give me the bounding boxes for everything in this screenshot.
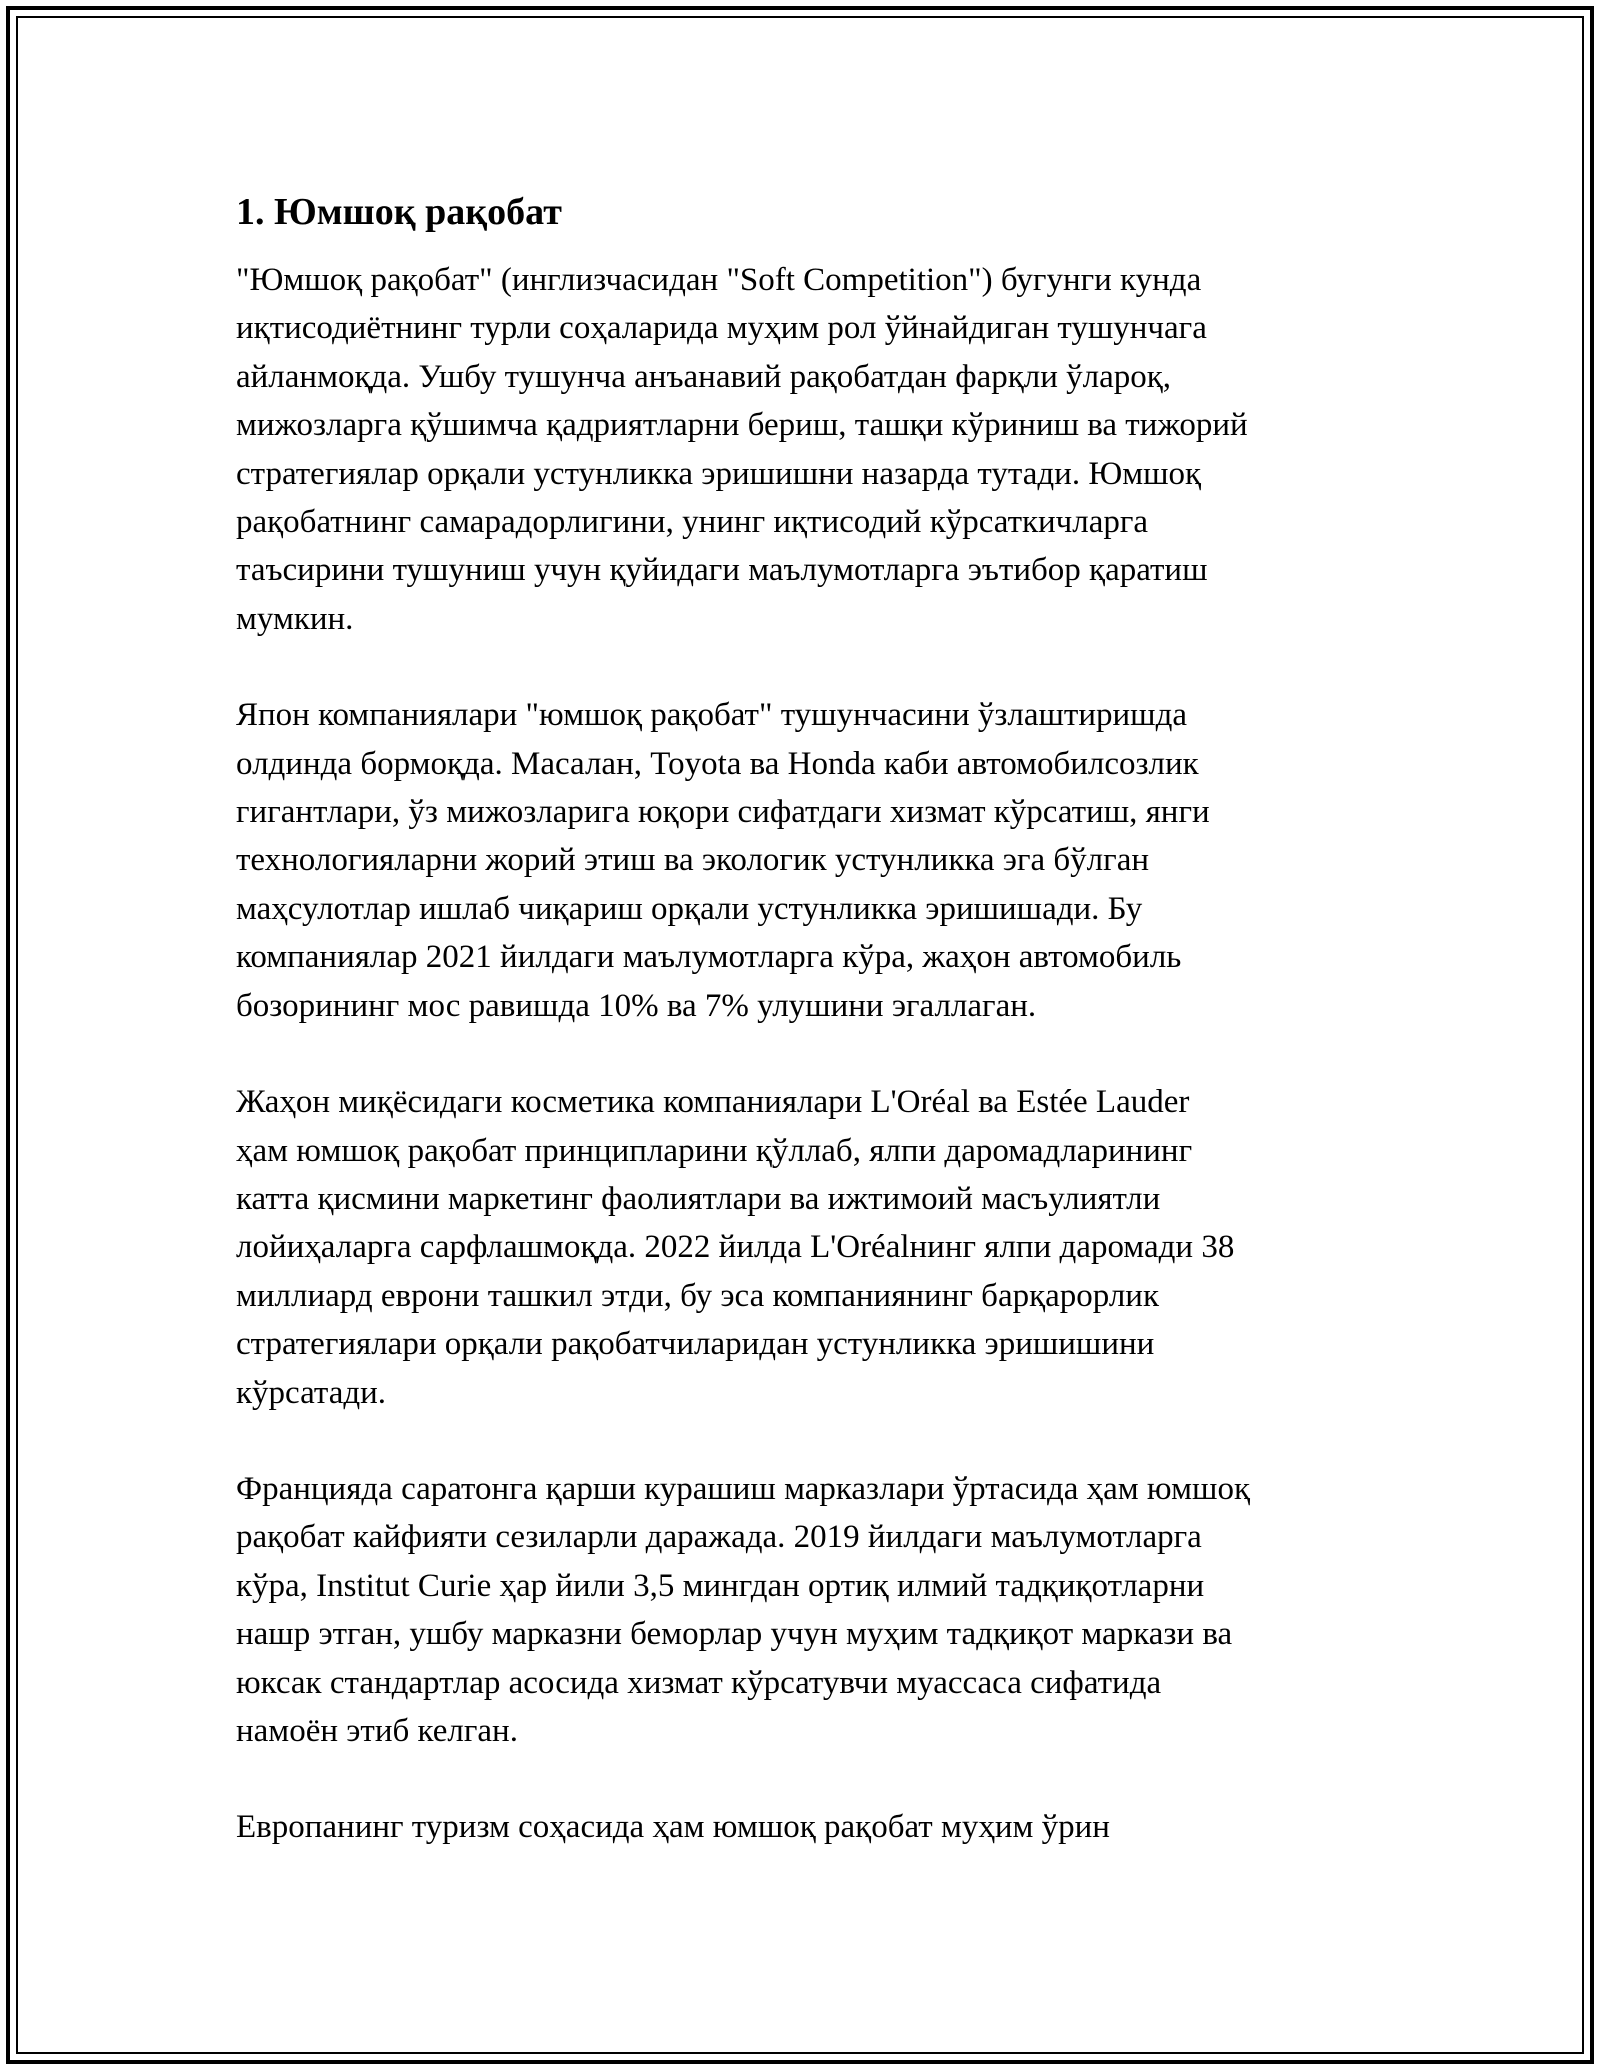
text-line: рақобатнинг самарадорлигини, унинг иқтисодий кўрсаткичларга	[236, 504, 1149, 541]
text-line: стратегиялар орқали устунликка эришишни назарда тутади. Юмшоқ	[236, 455, 1202, 492]
text-line: компаниялар 2021 йилдаги маълумотларга кўра, жаҳон автомобиль	[236, 939, 1182, 976]
text-line: бозорининг мос равишда 10% ва 7% улушини эгаллаган.	[236, 987, 1037, 1024]
text-line: намоён этиб келган.	[236, 1712, 518, 1749]
text-line: рақобат кайфияти сезиларли даражада. 2019 йилдаги маълумотларга	[236, 1519, 1202, 1556]
text-line: лойиҳаларга сарфлашмоқда. 2022 йилда L'Oréalнинг ялпи даромади 38	[236, 1229, 1235, 1266]
text-line: кўра, Institut Curie ҳар йили 3,5 мингдан ортиқ илмий тадқиқотларни	[236, 1567, 1205, 1604]
paragraph-europe	[236, 1803, 1386, 1851]
paragraph-france	[236, 1465, 1386, 1755]
text-line: ҳам юмшоқ рақобат принципларини қўллаб, ялпи даромадларининг	[236, 1132, 1193, 1169]
paragraph-cosmetics	[236, 1078, 1386, 1417]
section-heading: 1. Юмшоқ рақобат	[236, 191, 562, 233]
text-line: таъсирини тушуниш учун қуйидаги маълумотларга эътибор қаратиш	[236, 552, 1208, 589]
paragraph-japan	[236, 691, 1386, 1030]
text-line: маҳсулотлар ишлаб чиқариш орқали устунликка эришишади. Бу	[236, 890, 1143, 927]
text-line: Жаҳон миқёсидаги косметика компаниялари L'Oréal ва Estée Lauder	[236, 1084, 1190, 1121]
text-line: "Юмшоқ рақобат" (инглизчасидан "Soft Competition") бугунги кунда	[236, 262, 1202, 298]
text-line: технологияларни жорий этиш ва экологик устунликка эга бўлган	[236, 842, 1149, 879]
text-line: Европанинг туризм соҳасида ҳам юмшоқ рақобат муҳим ўрин	[236, 1809, 1110, 1846]
text-line: мумкин.	[236, 600, 354, 637]
text-line: нашр этган, ушбу марказни беморлар учун муҳим тадқиқот маркази ва	[236, 1616, 1233, 1653]
text-line: Францияда саратонга қарши курашиш марказлари ўртасида ҳам юмшоқ	[236, 1470, 1250, 1507]
text-line: стратегиялари орқали рақобатчиларидан устунликка эришишини	[236, 1326, 1155, 1363]
text-line: олдинда бормоқда. Масалан, Toyota ва Honda каби автомобилсозлик	[236, 745, 1199, 782]
text-line: кўрсатади.	[236, 1374, 387, 1411]
paragraph-intro	[236, 256, 1386, 643]
text-line: миллиард еврони ташкил этди, бу эса компаниянинг барқарорлик	[236, 1277, 1160, 1314]
text-line: Япон компаниялари "юмшоқ рақобат" тушунчасини ўзлаштиришда	[236, 697, 1188, 734]
text-line: гигантлари, ўз мижозларига юқори сифатдаги хизмат кўрсатиш, янги	[236, 794, 1210, 831]
text-line: катта қисмини маркетинг фаолиятлари ва ижтимоий масъулиятли	[236, 1180, 1161, 1217]
text-line: иқтисодиётнинг турли соҳаларида муҳим рол ўйнайдиган тушунчага	[236, 310, 1207, 347]
text-line: айланмоқда. Ушбу тушунча анъанавий рақобатдан фарқли ўлароқ,	[236, 358, 1172, 395]
text-line: мижозларга қўшимча қадриятларни бериш, ташқи кўриниш ва тижорий	[236, 407, 1248, 444]
text-line: юксак стандартлар асосида хизмат кўрсатувчи муассаса сифатида	[236, 1664, 1162, 1701]
document-body	[236, 188, 1386, 1900]
